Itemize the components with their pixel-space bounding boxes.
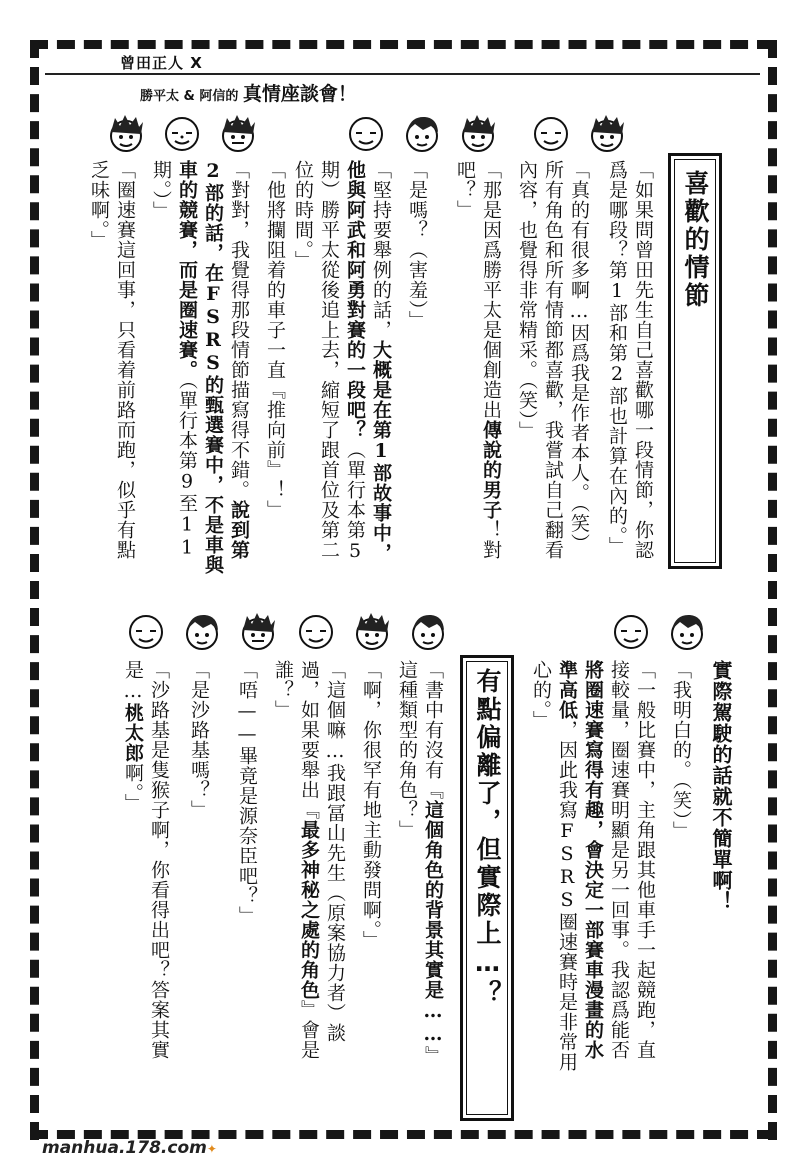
short-hair-character-icon xyxy=(401,112,443,154)
author-name: 曾田正人 X xyxy=(120,54,203,72)
s3-line-10a: 是… xyxy=(122,660,144,703)
page-subtitle xyxy=(140,79,357,106)
s1-line-16b: （單行本第9至11 xyxy=(176,380,198,560)
page-frame-right xyxy=(768,40,777,1140)
s2-line-1: 「我明白的。（笑）」 xyxy=(670,660,692,841)
s3-line-10-bold: 桃太郎 xyxy=(122,703,144,763)
s3-line-5a: 過，如果要舉出『 xyxy=(298,660,320,820)
spiky-hair-character-icon xyxy=(105,112,147,154)
page-frame-left xyxy=(30,40,39,1140)
s1-line-5: 內容，也覺得非常精采。（笑）」 xyxy=(516,160,538,441)
mid-faces-row xyxy=(125,610,279,652)
s1-line-10 xyxy=(342,160,368,563)
spiky-hair-character-icon xyxy=(237,610,279,652)
s1-line-14 xyxy=(226,160,252,560)
round-bald-character-icon xyxy=(345,112,387,154)
s2-line-5 xyxy=(554,660,580,1072)
s3-line-3: 「啊，你很罕有地主動發問啊。」 xyxy=(360,660,382,951)
header-rule xyxy=(45,73,760,75)
section-title-favorite-scenes: 喜歡的情節 xyxy=(681,170,710,310)
s2-line-3: 接較量，圈速賽明顯是另一回事。我認爲能否 xyxy=(608,660,630,1060)
s1-line-6-bold: 傳說的男子 xyxy=(480,420,502,520)
s3-line-2: 這種類型的角色？」 xyxy=(396,660,418,840)
s3-line-10c: 啊。」 xyxy=(122,763,144,814)
short-hair-character-icon xyxy=(407,610,449,652)
round-bald-character-icon xyxy=(610,610,652,652)
subtitle-main: 真情座談會！ xyxy=(242,83,357,105)
s1-line-9 xyxy=(368,160,394,563)
s1-line-14-bold: 說到第 xyxy=(228,500,250,560)
s3-line-5-bold: 最多神秘之處的角色 xyxy=(298,820,320,1000)
round-bald-character-icon xyxy=(161,112,203,154)
s1-line-3: 「真的有很多啊…因爲我是作者本人。（笑） xyxy=(568,160,590,554)
s1-line-6c: ！對 xyxy=(480,520,502,560)
site-watermark-text: manhua.178.com xyxy=(42,1138,207,1158)
s1-line-13: 「他將攔阻着的車子一直『推向前』！」 xyxy=(264,160,286,520)
s1-line-9a: 「堅持要舉例的話， xyxy=(370,160,392,340)
s2-line-6: 心的。」 xyxy=(530,660,552,731)
s1-line-17: 期。）」 xyxy=(150,160,172,221)
s3-line-1-bold: 這個角色的背景其實是…… xyxy=(422,800,444,1046)
s1-line-16 xyxy=(174,160,200,560)
page-frame-top xyxy=(30,40,775,49)
s3-line-4: 「這個嘛…我跟冨山先生（原案協力者）談 xyxy=(324,660,346,1043)
s1-line-1: 「如果問曾田先生自己喜歡哪一段情節，你認 xyxy=(632,160,654,560)
star-icon: ✦ xyxy=(206,1142,217,1156)
s3-line-5 xyxy=(296,660,322,1060)
short-hair-character-icon xyxy=(666,610,708,652)
s1-line-8: 「是嗎？（害羞）」 xyxy=(406,160,428,331)
s1-line-2: 爲是哪段？第1部和第2部也計算在內的。」 xyxy=(606,160,628,557)
s1-line-10-bold: 他與阿武和阿勇對賽的一段吧？ xyxy=(344,160,366,440)
s1-line-15: 2部的話，在FSRS的甄選賽中，不是車與 xyxy=(202,160,224,575)
s3-line-5c: 』會是 xyxy=(298,1000,320,1060)
s2-line-4: 將圈速賽寫得有趣，會決定一部賽車漫畫的水 xyxy=(582,660,604,1060)
s3-line-9: 「沙路基是隻猴子啊，你看得出吧？答案其實 xyxy=(148,660,170,1060)
s2-line-2: 「一般比賽中，主角跟其他車手一起競跑，直 xyxy=(634,660,656,1060)
s3-line-6: 誰？」 xyxy=(272,660,294,720)
subtitle-prefix: 勝平太 & 阿信的 xyxy=(140,89,239,104)
s2-line-5-bold: 準高低 xyxy=(556,660,578,720)
s1-line-11: 期）勝平太從後追上去，縮短了跟首位及第二 xyxy=(318,160,340,560)
s1-line-6a: 「那是因爲勝平太是個創造出 xyxy=(480,160,502,420)
s3-line-7: 「唔——畢竟是源奈臣吧？」 xyxy=(236,660,258,926)
top-faces-row-2 xyxy=(345,112,499,154)
s3-line-1a: 「書中有沒有『 xyxy=(422,660,444,800)
s3-line-1c: 』 xyxy=(422,1046,444,1066)
s1-line-9-bold: 大概是在第1部故事中， xyxy=(370,340,392,563)
short-hair-character-icon xyxy=(181,610,223,652)
s3-line-8: 「是沙路基嗎？」 xyxy=(188,660,210,820)
s1-line-6 xyxy=(478,160,504,560)
s1-line-19: 乏味啊。」 xyxy=(88,160,110,251)
s1-line-4: 所有角色和所有情節都喜歡，我嘗試自己翻看 xyxy=(542,160,564,560)
s1-line-14a: 「對對，我覺得那段情節描寫得不錯。 xyxy=(228,160,250,500)
spiky-hair-character-icon xyxy=(457,112,499,154)
spiky-hair-character-icon xyxy=(586,112,628,154)
spiky-hair-character-icon xyxy=(217,112,259,154)
mid-faces-row-3 xyxy=(610,610,708,652)
section-title-off-topic: 有點偏離了，但實際上…？ xyxy=(473,668,502,1008)
s1-line-18: 「圈速賽這回事，只看着前路而跑，似乎有點 xyxy=(114,160,136,560)
section-title-real-driving: 實際駕駛的話就不簡單啊！ xyxy=(709,660,733,912)
s1-line-16-bold: 車的競賽，而是圈速賽。 xyxy=(176,160,198,380)
top-faces-row-3 xyxy=(530,112,628,154)
mid-faces-row-2 xyxy=(295,610,449,652)
top-faces-row xyxy=(105,112,259,154)
s2-line-5b: ，因此我寫FSRS圈速賽時是非常用 xyxy=(556,720,578,1072)
s3-line-10 xyxy=(120,660,146,814)
site-watermark xyxy=(42,1138,217,1158)
s3-line-1 xyxy=(420,660,446,1066)
s1-line-12: 位的時間。」 xyxy=(292,160,314,271)
spiky-hair-character-icon xyxy=(351,610,393,652)
round-bald-character-icon xyxy=(295,610,337,652)
round-bald-character-icon xyxy=(530,112,572,154)
s1-line-7: 吧？」 xyxy=(454,160,476,220)
s1-line-10b: （單行本第5 xyxy=(344,440,366,563)
round-bald-character-icon xyxy=(125,610,167,652)
